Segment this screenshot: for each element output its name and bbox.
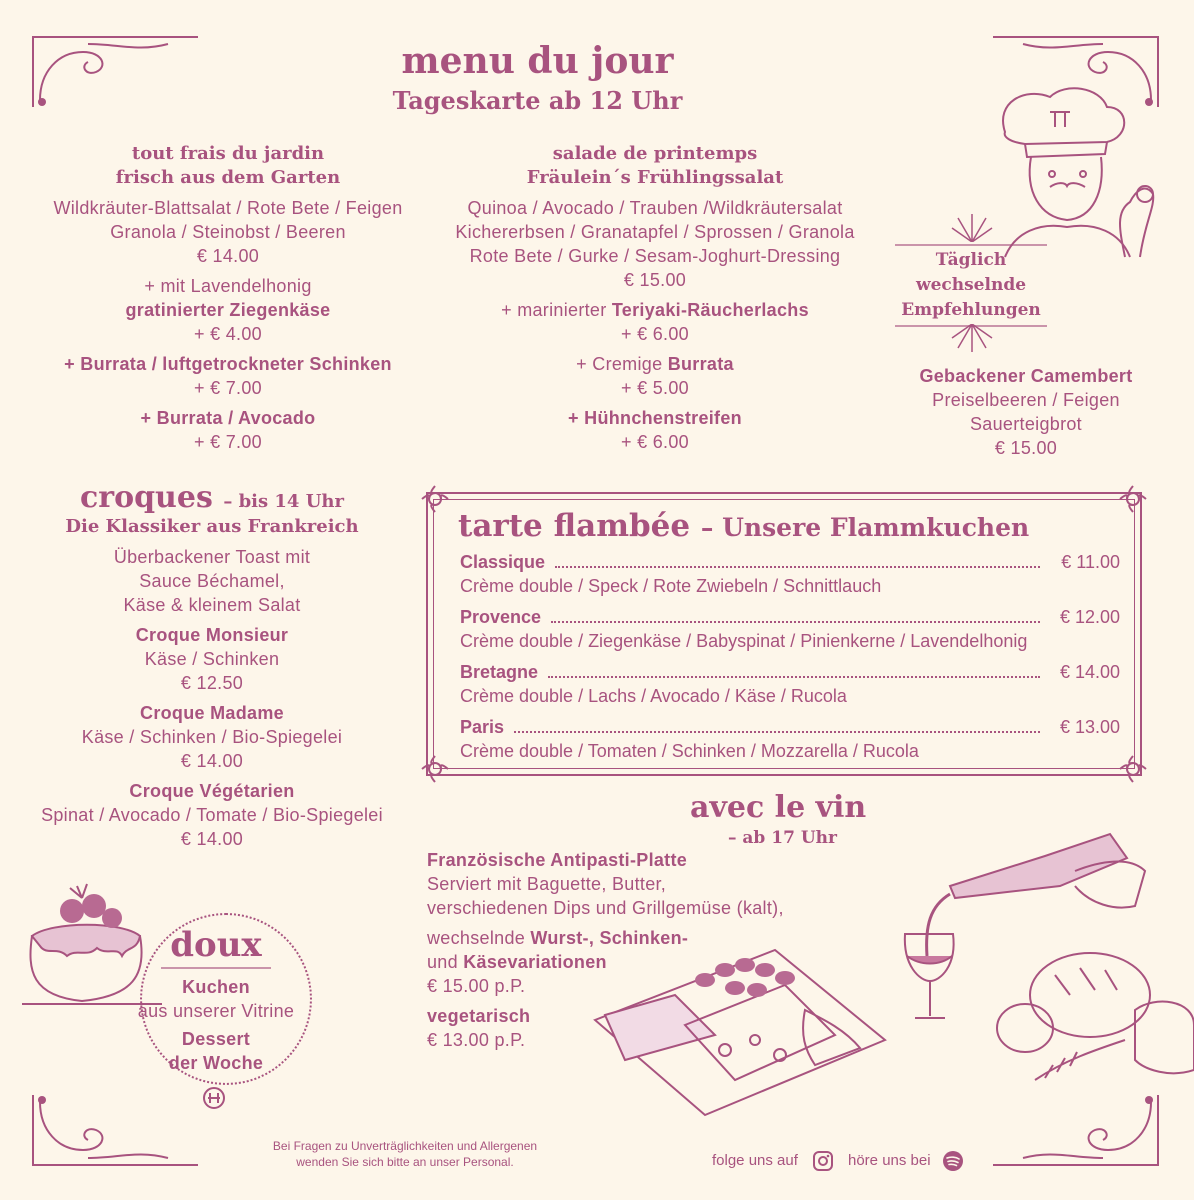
wine-subtitle: – ab 17 Uhr: [728, 828, 837, 848]
flourish-ornament-bottom-right: [988, 1090, 1163, 1170]
garden-add1-name: gratinierter Ziegenkäse: [125, 300, 331, 320]
antipasti-veg-label: vegetarisch: [427, 1006, 531, 1026]
logo-icon: [202, 1086, 226, 1110]
tarte-flambee-box: [426, 492, 1142, 776]
garden-desc-2: Granola / Steinobst / Beeren: [110, 222, 346, 242]
corner-ornament-icon: [1118, 484, 1148, 514]
flammkuchen-item: [460, 550, 1120, 598]
spring-desc-3: Rote Bete / Gurke / Sesam-Joghurt-Dressing: [469, 246, 841, 266]
croques-title: [22, 480, 402, 515]
garden-add3-price: + € 7.00: [194, 432, 262, 452]
croques-title-main: croques: [80, 480, 213, 515]
doux-line-2: aus unserer Vitrine: [137, 1001, 295, 1021]
croques-title-suffix: – bis 14 Uhr: [223, 491, 344, 512]
spring-add2-price: + € 5.00: [621, 378, 689, 398]
follow-label: folge uns auf: [712, 1152, 798, 1169]
antipasti-desc-4-bold: Käsevariationen: [463, 952, 607, 972]
spotify-icon[interactable]: [942, 1150, 964, 1172]
sunburst-ornament-top: [950, 212, 994, 242]
spring-add3-name: + Hühnchenstreifen: [568, 408, 742, 428]
page-title: menu du jour: [401, 40, 674, 82]
croques-section: [22, 480, 402, 851]
croques-desc-1: Überbackener Toast mit: [113, 547, 311, 567]
garden-title-fr: tout frais du jardin: [131, 143, 325, 164]
antipasti-name: Französische Antipasti-Platte: [427, 850, 688, 870]
spring-add2-name: Burrata: [667, 354, 734, 374]
flammkuchen-desc: Crème double / Speck / Rote Zwiebeln / Schnittlauch: [460, 576, 882, 596]
camembert-desc-1: Preiselbeeren / Feigen: [932, 390, 1120, 410]
spring-add3-price: + € 6.00: [621, 432, 689, 452]
corner-ornament-icon: [1118, 754, 1148, 784]
spring-title-fr: salade de printemps: [552, 143, 758, 164]
garden-add3-name: + Burrata / Avocado: [140, 408, 316, 428]
wine-title: avec le vin: [690, 790, 867, 825]
flammkuchen-price: € 14.00: [1059, 662, 1120, 682]
flammkuchen-name: Classique: [460, 552, 546, 572]
flammkuchen-price: € 11.00: [1061, 552, 1120, 572]
garden-section: [28, 142, 428, 454]
croques-desc-3: Käse & kleinem Salat: [123, 595, 301, 615]
antipasti-desc-3-pre: wechselnde: [427, 928, 526, 948]
flammkuchen-desc: Crème double / Lachs / Avocado / Käse / Rucola: [460, 686, 847, 706]
croque-item-price: € 12.50: [180, 673, 244, 693]
daily-line-3: Empfehlungen: [901, 300, 1041, 320]
flammkuchen-name: Bretagne: [460, 662, 539, 682]
daily-recommendations: [895, 242, 1047, 329]
corner-ornament-icon: [420, 484, 450, 514]
antipasti-veg-price: € 13.00 p.P.: [427, 1030, 526, 1050]
sunburst-ornament-bottom: [950, 324, 994, 354]
spring-desc-2: Kichererbsen / Granatapfel / Sprossen / Granola: [455, 222, 855, 242]
croques-desc-2: Sauce Béchamel,: [139, 571, 285, 591]
flammkuchen-item: [460, 660, 1120, 708]
tarte-title: [458, 508, 1029, 544]
croque-item-name: Croque Madame: [140, 703, 284, 723]
camembert-desc-2: Sauerteigbrot: [970, 414, 1082, 434]
flammkuchen-price: € 13.00: [1059, 717, 1120, 737]
garden-add2-price: + € 7.00: [194, 378, 262, 398]
camembert-price: € 15.00: [994, 438, 1058, 458]
instagram-icon[interactable]: [812, 1150, 834, 1172]
corner-ornament-icon: [420, 754, 450, 784]
doux-line-3: Dessert: [181, 1029, 251, 1049]
garden-desc-1: Wildkräuter-Blattsalat / Rote Bete / Feigen: [53, 198, 403, 218]
cheese-platter-illustration: [585, 940, 890, 1120]
allergen-notice: [240, 1138, 570, 1170]
doux-section: [118, 925, 314, 1075]
spring-section: [440, 142, 870, 454]
spring-desc-1: Quinoa / Avocado / Trauben /Wildkräutersalat: [467, 198, 843, 218]
antipasti-desc-4-pre: und: [427, 952, 458, 972]
allergen-line-2: wenden Sie sich bitte an unser Personal.: [296, 1155, 514, 1169]
page-subtitle: Tageskarte ab 12 Uhr: [392, 86, 683, 115]
allergen-line-1: Bei Fragen zu Unverträglichkeiten und Allergenen: [272, 1139, 538, 1153]
daily-line-2: wechselnde: [915, 275, 1027, 295]
chef-illustration: [995, 82, 1165, 260]
daily-line-1: Täglich: [935, 250, 1007, 270]
croque-item-name: Croque Monsieur: [135, 625, 289, 645]
antipasti-desc-3-bold: Wurst-, Schinken-: [530, 928, 689, 948]
spring-add1-pre: + marinierter: [501, 300, 607, 320]
antipasti-desc-1: Serviert mit Baguette, Butter,: [427, 874, 667, 894]
doux-line-1: Kuchen: [182, 977, 250, 997]
garden-add1-pre: + mit Lavendelhonig: [144, 276, 312, 296]
flammkuchen-name: Provence: [460, 607, 542, 627]
flammkuchen-price: € 12.00: [1059, 607, 1120, 627]
croques-subtitle: Die Klassiker aus Frankreich: [65, 516, 359, 537]
flammkuchen-name: Paris: [460, 717, 505, 737]
spring-price: € 15.00: [623, 270, 687, 290]
antipasti-desc-2: verschiedenen Dips und Grillgemüse (kalt),: [427, 898, 784, 918]
garden-price: € 14.00: [196, 246, 260, 266]
flourish-ornament-bottom-left: [28, 1090, 203, 1170]
garden-add2-name: + Burrata / luftgetrockneter Schinken: [64, 354, 392, 374]
croque-item-desc: Spinat / Avocado / Tomate / Bio-Spiegelei: [41, 805, 383, 825]
flammkuchen-item: [460, 715, 1120, 763]
flammkuchen-desc: Crème double / Ziegenkäse / Babyspinat / Pinienkerne / Lavendelhonig: [460, 631, 1028, 651]
listen-label: höre uns bei: [848, 1152, 931, 1169]
flammkuchen-item: [460, 605, 1120, 653]
croque-item-price: € 14.00: [180, 829, 244, 849]
croque-item-price: € 14.00: [180, 751, 244, 771]
antipasti-price: € 15.00 p.P.: [427, 976, 526, 996]
garden-title-de: frisch aus dem Garten: [115, 167, 341, 188]
doux-line-4: der Woche: [168, 1053, 264, 1073]
croque-item-desc: Käse / Schinken: [144, 649, 280, 669]
garden-add1-price: + € 4.00: [194, 324, 262, 344]
spring-add2-pre: + Cremige: [576, 354, 663, 374]
croque-item-desc: Käse / Schinken / Bio-Spiegelei: [81, 727, 343, 747]
flammkuchen-desc: Crème double / Tomaten / Schinken / Mozzarella / Rucola: [460, 741, 919, 761]
camembert-name: Gebackener Camembert: [919, 366, 1133, 386]
spring-title-de: Fräulein´s Frühlingssalat: [526, 167, 784, 188]
bread-illustration: [995, 940, 1194, 1090]
camembert-dish: [890, 364, 1162, 460]
doux-title: doux: [170, 925, 262, 965]
spring-add1-name: Teriyaki-Räucherlachs: [611, 300, 809, 320]
spring-add1-price: + € 6.00: [621, 324, 689, 344]
croque-item-name: Croque Végétarien: [129, 781, 295, 801]
tarte-title-suffix: – Unsere Flammkuchen: [700, 513, 1030, 542]
tarte-title-main: tarte flambée: [458, 508, 691, 544]
